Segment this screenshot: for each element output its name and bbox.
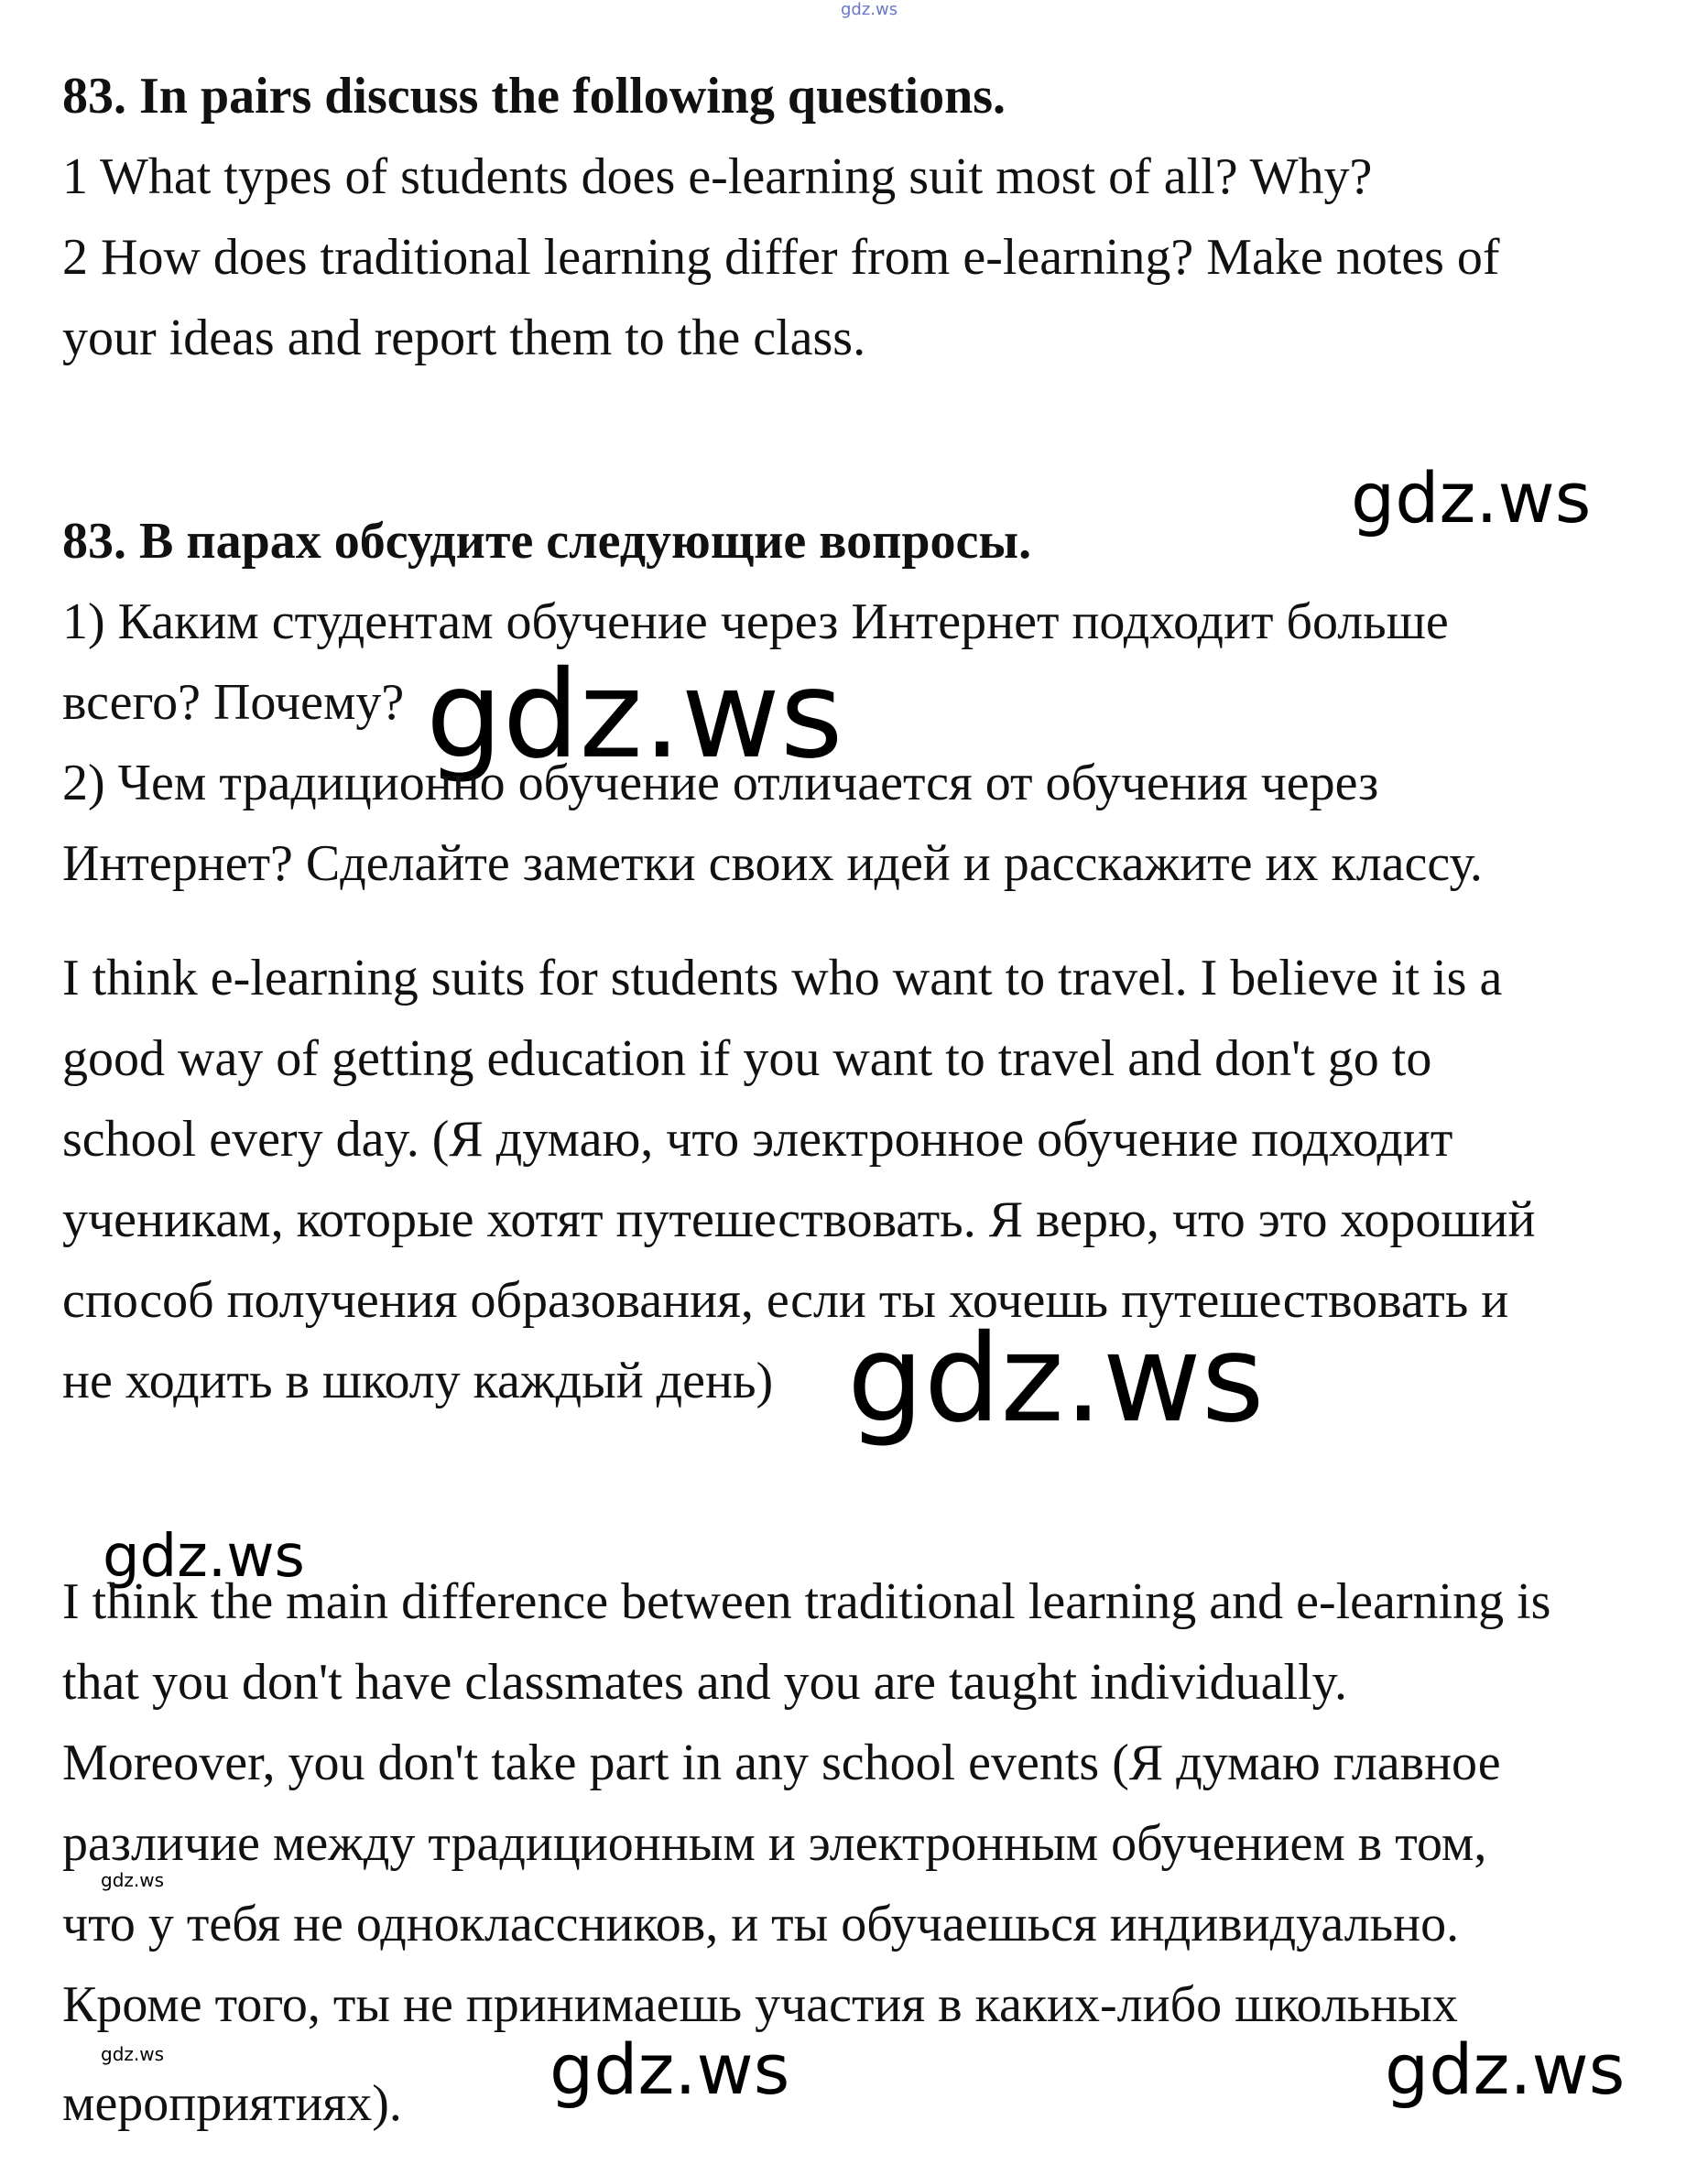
- watermark: gdz.ws: [549, 2028, 790, 2110]
- english-task-heading: 83. In pairs discuss the following questions.: [62, 68, 1006, 125]
- russian-task-line: 1) Каким студентам обучение через Интернет подходит больше: [62, 593, 1449, 650]
- russian-task-heading: 83. В парах обсудите следующие вопросы.: [62, 513, 1032, 570]
- english-task-line: 1 What types of students does e-learning suit most of all? Why?: [62, 148, 1373, 205]
- answer-2-line: I think the main difference between traditional learning and e-learning is: [62, 1573, 1551, 1630]
- answer-1-line: ученикам, которые хотят путешествовать. Я верю, что это хороший: [62, 1191, 1536, 1248]
- answer-2-line: that you don't have classmates and you are taught individually.: [62, 1654, 1348, 1711]
- watermark: gdz.ws: [103, 1523, 305, 1591]
- watermark-large: gdz.ws: [426, 645, 843, 786]
- watermark-top: gdz.ws: [841, 0, 898, 19]
- english-task-line: 2 How does traditional learning differ from e-learning? Make notes of: [62, 229, 1500, 286]
- answer-1-line: способ получения образования, если ты хочешь путешествовать и: [62, 1272, 1509, 1329]
- watermark: gdz.ws: [1385, 2028, 1626, 2110]
- answer-1-line: I think e-learning suits for students who want to travel. I believe it is a: [62, 950, 1503, 1006]
- answer-2-line: мероприятиях).: [62, 2075, 402, 2132]
- answer-2-line: Кроме того, ты не принимаешь участия в каких-либо школьных: [62, 1976, 1458, 2033]
- answer-2-line: Moreover, you don't take part in any school events (Я думаю главное: [62, 1735, 1501, 1791]
- russian-task-line: 2) Чем традиционно обучение отличается от обучения через: [62, 755, 1379, 811]
- answer-1-line: good way of getting education if you want to travel and don't go to: [62, 1030, 1432, 1087]
- answer-1-line: school every day. (Я думаю, что электронное обучение подходит: [62, 1111, 1453, 1168]
- answer-1-line: не ходить в школу каждый день): [62, 1353, 774, 1409]
- russian-task-line: всего? Почему?: [62, 674, 405, 731]
- answer-2-line: что у тебя не одноклассников, и ты обучаешься индивидуально.: [62, 1896, 1460, 1952]
- english-task-line: your ideas and report them to the class.: [62, 310, 866, 366]
- watermark-small: gdz.ws: [101, 1869, 165, 1891]
- watermark-small: gdz.ws: [101, 2043, 165, 2065]
- russian-task-line: Интернет? Сделайте заметки своих идей и расскажите их классу.: [62, 835, 1483, 892]
- watermark-large: gdz.ws: [847, 1309, 1265, 1450]
- watermark: gdz.ws: [1351, 457, 1592, 538]
- answer-2-line: различие между традиционным и электронным обучением в том,: [62, 1815, 1487, 1872]
